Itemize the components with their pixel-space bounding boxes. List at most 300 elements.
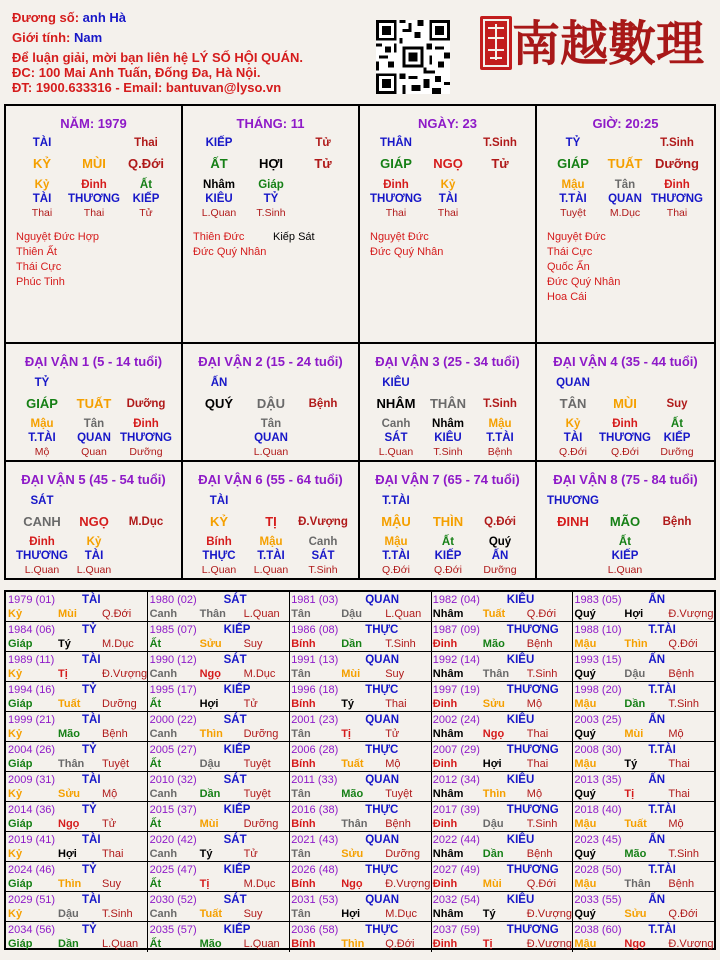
year-can: Mậu [574, 698, 597, 710]
year-phase: Tuyệt [243, 758, 271, 770]
year-label: 2033 (55) [574, 894, 622, 906]
year-phase: M.Dục [385, 908, 417, 920]
year-phase: T.Sinh [526, 668, 558, 680]
qr-code-icon [376, 20, 450, 94]
year-star: KIẾP [223, 744, 251, 756]
year-star: T.TÀI [648, 744, 676, 756]
year-label: 2024 (46) [8, 864, 56, 876]
year-label: 1994 (16) [8, 684, 56, 696]
year-label: 1980 (02) [149, 594, 197, 606]
year-chi: Thân [624, 878, 651, 890]
pillar-hidden-star-row [537, 192, 714, 208]
year-cell [572, 592, 714, 622]
year-cell [6, 862, 148, 892]
pillar-star: Thái Cực [547, 246, 593, 258]
luck-hidden-stem: Đinh [29, 536, 55, 548]
luck-hidden-star: KIÊU [434, 432, 462, 444]
pillar-title: NĂM: 1979 [60, 116, 127, 131]
year-star: QUAN [365, 774, 400, 786]
year-label: 2036 (58) [291, 924, 339, 936]
luck-hidden-phase-row [183, 564, 358, 580]
year-phase: Mộ [385, 758, 401, 770]
year-label: 2023 (45) [574, 834, 622, 846]
luck-hidden-phase: T.Sinh [308, 564, 338, 576]
luck-main-row [360, 396, 535, 412]
year-star: KIẾP [223, 924, 251, 936]
year-cell [572, 682, 714, 712]
year-phase: Đ.Vượng [526, 908, 572, 920]
year-chi: Ngọ [624, 938, 646, 950]
year-label: 1988 (10) [574, 624, 622, 636]
year-can: Canh [149, 908, 178, 920]
year-cell [6, 592, 148, 622]
year-cell [572, 892, 714, 922]
luck-cycle-8 [537, 462, 714, 578]
luck-star-row [537, 376, 714, 392]
pillar-title: THÁNG: 11 [236, 116, 305, 131]
year-phase: Mộ [526, 788, 543, 800]
year-star: ẤN [648, 654, 666, 666]
year-phase: Suy [102, 878, 121, 890]
year-can: Mậu [574, 818, 597, 830]
year-chi: Tý [58, 638, 71, 650]
luck-can: GIÁP [26, 396, 58, 411]
year-phase: Bệnh [102, 728, 128, 740]
year-can: Quý [574, 908, 596, 920]
year-chi: Sửu [199, 638, 222, 650]
luck-hidden-stem: Canh [308, 536, 338, 548]
luck-cycle-title: ĐẠI VẬN 7 (65 - 74 tuổi) [375, 472, 520, 487]
year-chi: Tuất [341, 758, 364, 770]
luck-cycle-1 [6, 344, 183, 462]
year-star: TỶ [82, 684, 97, 696]
luck-hidden-phase: Q.Đới [434, 564, 462, 576]
year-can: Đinh [432, 758, 458, 770]
year-chi: Dậu [58, 908, 79, 920]
phone-email-line: ĐT: 1900.633316 - Email: bantuvan@lyso.vn [12, 80, 282, 95]
svg-text:南越數理: 南越數理 [512, 16, 705, 72]
luck-hidden-phase: L.Quan [253, 446, 289, 458]
year-cell [148, 922, 290, 952]
pillar-main-row [537, 156, 714, 172]
pillar-3 [537, 106, 714, 344]
year-phase: Thai [385, 698, 407, 710]
year-star: THƯƠNG [506, 924, 559, 936]
year-star: KIÊU [506, 774, 535, 786]
year-star: TÀI [82, 714, 101, 726]
year-can: Ất [149, 638, 162, 650]
year-chi: Ngọ [341, 878, 363, 890]
year-star: KIÊU [506, 894, 535, 906]
luck-hidden-star: SÁT [384, 432, 408, 444]
year-label: 2003 (25) [574, 714, 622, 726]
year-chi: Thìn [341, 938, 365, 950]
year-can: Tân [291, 668, 311, 680]
year-phase: Mộ [102, 788, 118, 800]
year-phase: Dưỡng [243, 818, 279, 830]
luck-hidden-star-row [360, 431, 535, 447]
year-cell [6, 802, 148, 832]
year-chi: Hợi [482, 758, 502, 770]
year-star: T.TÀI [648, 624, 676, 636]
year-chi: Thìn [624, 638, 648, 650]
year-can: Đinh [432, 818, 458, 830]
year-chi: Dậu [482, 818, 504, 830]
year-can: Tân [291, 908, 311, 920]
gender-line [12, 30, 102, 46]
year-star: THỰC [365, 744, 399, 756]
year-star: T.TÀI [648, 864, 676, 876]
year-cell [148, 592, 290, 622]
year-chi: Mão [482, 638, 505, 650]
pillar-phase-row [537, 207, 714, 223]
year-cell [431, 802, 573, 832]
year-chi: Tị [199, 878, 210, 890]
luck-hidden-stem: Mậu [384, 536, 408, 548]
year-cell [431, 622, 573, 652]
luck-cycle-title: ĐẠI VẬN 6 (55 - 64 tuổi) [198, 472, 343, 487]
year-phase: Thai [668, 788, 690, 800]
year-cell [431, 652, 573, 682]
luck-hidden-star: THỰC [202, 550, 236, 562]
year-label: 1998 (20) [574, 684, 622, 696]
year-cell [6, 712, 148, 742]
year-phase: Bệnh [526, 848, 553, 860]
year-label: 1991 (13) [291, 654, 339, 666]
year-chi: Dần [58, 938, 79, 950]
luck-hidden-star: KIẾP [611, 550, 639, 562]
year-can: Quý [574, 608, 596, 620]
year-star: THỰC [365, 804, 399, 816]
year-phase: Bệnh [668, 878, 695, 890]
year-can: Mậu [574, 878, 597, 890]
luck-hidden-star: KIẾP [663, 432, 691, 444]
luck-cycle-title: ĐẠI VẬN 8 (75 - 84 tuổi) [553, 472, 698, 487]
year-can: Ất [149, 818, 162, 830]
pillar-hidden-stem: Giáp [258, 179, 284, 191]
year-cell [289, 832, 431, 862]
year-star: ẤN [648, 774, 666, 786]
pillar-hidden-star: T.TÀI [559, 193, 587, 205]
year-cell [572, 922, 714, 952]
luck-hidden-star: TÀI [84, 550, 104, 562]
pillar-main: NGỌ [433, 156, 463, 171]
pillar-hidden-stem: Kỷ [34, 179, 50, 191]
year-label: 2019 (41) [8, 834, 56, 846]
year-phase: Tử [102, 818, 117, 830]
year-chi: Mão [341, 788, 364, 800]
brand-calligraphy [512, 10, 708, 74]
pillar-star: Thái Cực [16, 261, 62, 273]
luck-hidden-phase: L.Quan [201, 564, 237, 576]
luck-chi: DẬU [256, 396, 286, 411]
year-phase: Q.Đới [526, 878, 557, 890]
year-label: 2022 (44) [432, 834, 480, 846]
pillar-hidden-star: KIÊU [205, 193, 233, 205]
year-cell [289, 742, 431, 772]
luck-hidden-phase-row [537, 446, 714, 462]
luck-cycle-7 [360, 462, 537, 578]
year-chi: Tị [482, 938, 493, 950]
pillar-star: Nguyệt Đức Hợp [16, 231, 100, 243]
luck-hidden-star-row [6, 549, 181, 565]
pillar-phase: Thai [31, 207, 53, 219]
luck-hidden-stem: Ất [670, 418, 684, 430]
luck-hidden-phase: Q.Đới [611, 446, 639, 458]
year-phase: M.Dục [243, 668, 276, 680]
year-chi: Tuất [624, 818, 647, 830]
year-chi: Dần [482, 848, 504, 860]
year-cell [148, 892, 290, 922]
pillar-hidden-star: TÀI [438, 193, 458, 205]
header [0, 0, 720, 100]
year-label: 2020 (42) [149, 834, 197, 846]
luck-hidden-stem: Nhâm [432, 418, 464, 430]
pillar-main: Tử [314, 156, 332, 171]
luck-main-row [537, 396, 714, 412]
pillar-main: GIÁP [380, 156, 412, 171]
year-star: T.TÀI [648, 684, 676, 696]
luck-phase: Dưỡng [126, 398, 166, 410]
year-cell [6, 742, 148, 772]
year-label: 2012 (34) [432, 774, 480, 786]
luck-hidden-stem: Tân [260, 418, 282, 430]
luck-hidden-phase: L.Quan [378, 446, 414, 458]
luck-chi: THÂN [429, 396, 467, 411]
luck-hidden-stem: Mậu [30, 418, 54, 430]
pillar-phase-row [6, 207, 181, 223]
luck-cycle-title: ĐẠI VẬN 5 (45 - 54 tuổi) [21, 472, 166, 487]
year-label: 1995 (17) [149, 684, 197, 696]
year-cell [148, 862, 290, 892]
year-phase: Suy [243, 908, 263, 920]
year-label: 2016 (38) [291, 804, 339, 816]
year-label: 2002 (24) [432, 714, 480, 726]
luck-star: ẤN [210, 377, 228, 389]
luck-cycle-title: ĐẠI VẬN 4 (35 - 44 tuổi) [553, 354, 698, 369]
year-cell [431, 862, 573, 892]
year-phase: Thai [102, 848, 124, 860]
year-can: Bính [291, 938, 316, 950]
year-star: KIẾP [223, 684, 251, 696]
year-cell [431, 742, 573, 772]
year-label: 2030 (52) [149, 894, 197, 906]
year-star: QUAN [365, 714, 400, 726]
luck-main-row [6, 396, 181, 412]
year-can: Đinh [432, 638, 458, 650]
year-label: 2001 (23) [291, 714, 339, 726]
luck-hidden-star: SÁT [311, 550, 335, 562]
year-cell [148, 712, 290, 742]
year-star: TỶ [82, 744, 97, 756]
year-chi: Mùi [199, 818, 219, 830]
luck-hidden-stem: Kỷ [86, 536, 102, 548]
luck-can: QUÝ [204, 396, 234, 411]
year-can: Đinh [432, 698, 458, 710]
year-label: 2015 (37) [149, 804, 197, 816]
year-chi: Mùi [58, 608, 77, 620]
year-label: 2017 (39) [432, 804, 480, 816]
year-star: THỰC [365, 864, 399, 876]
pillar-top-star-row [360, 136, 535, 152]
year-cell [572, 862, 714, 892]
year-cell [289, 622, 431, 652]
luck-hidden-stem: Bính [206, 536, 232, 548]
year-can: Ất [149, 878, 162, 890]
luck-hidden-star: THƯƠNG [120, 432, 172, 444]
year-label: 1984 (06) [8, 624, 56, 636]
luck-hidden-stem: Canh [381, 418, 411, 430]
pillar-phase: T.Sinh [256, 207, 286, 219]
luck-chi: MÙI [613, 396, 637, 411]
year-star: QUAN [365, 594, 400, 606]
year-star: SÁT [223, 654, 247, 666]
year-phase: Mộ [668, 818, 684, 830]
luck-hidden-phase: Mộ [34, 446, 50, 458]
year-can: Kỷ [8, 908, 23, 920]
year-cell [6, 682, 148, 712]
pillar-main: TUẤT [607, 156, 643, 171]
year-can: Nhâm [432, 908, 464, 920]
luck-phase: T.Sinh [483, 398, 517, 410]
year-can: Canh [149, 728, 178, 740]
year-can: Nhâm [432, 608, 464, 620]
year-chi: Ngọ [58, 818, 80, 830]
luck-hidden-star: T.TÀI [382, 550, 410, 562]
year-star: TÀI [82, 654, 101, 666]
luck-hidden-phase-row [183, 446, 358, 462]
year-can: Tân [291, 848, 311, 860]
gender-value: Nam [73, 30, 103, 45]
year-label: 1981 (03) [291, 594, 339, 606]
year-phase: T.Sinh [668, 698, 699, 710]
luck-star: QUAN [556, 377, 590, 389]
brand-logo [478, 10, 708, 74]
year-label: 2038 (60) [574, 924, 622, 936]
pillar-phase-row [360, 207, 535, 223]
contact-line: Để luận giải, mời bạn liên hệ LÝ SỐ HỘI QUÁN. [12, 50, 303, 65]
year-phase: Bệnh [385, 818, 411, 830]
luck-hidden-phase: Bệnh [487, 446, 513, 458]
year-label: 2035 (57) [149, 924, 197, 936]
luck-hidden-phase: T.Sinh [433, 446, 463, 458]
luck-hidden-stem: Mậu [259, 536, 283, 548]
year-cell [289, 592, 431, 622]
year-phase: Q.Đới [385, 938, 415, 950]
year-star: ẤN [648, 834, 666, 846]
year-chi: Thân [482, 668, 510, 680]
luck-star: TỶ [34, 377, 50, 389]
year-chi: Hợi [624, 608, 644, 620]
year-chi: Mùi [341, 668, 361, 680]
year-star: TÀI [82, 594, 101, 606]
year-label: 1989 (11) [8, 654, 55, 666]
year-can: Tân [291, 608, 311, 620]
year-label: 2032 (54) [432, 894, 480, 906]
pillar-phase: Thai [437, 207, 459, 219]
year-cell [289, 712, 431, 742]
year-star: KIÊU [506, 654, 535, 666]
luck-hidden-stem: Đinh [133, 418, 159, 430]
year-star: THƯƠNG [506, 684, 559, 696]
year-chi: Mùi [624, 728, 644, 740]
luck-hidden-star-row [360, 549, 535, 565]
luck-chi: NGỌ [79, 514, 109, 529]
year-chi: Sửu [341, 848, 364, 860]
year-can: Ất [149, 698, 162, 710]
year-label: 2006 (28) [291, 744, 339, 756]
year-label: 2034 (56) [8, 924, 56, 936]
luck-can: ĐINH [557, 514, 589, 529]
year-cell [289, 922, 431, 952]
year-cell [431, 922, 573, 952]
luck-hidden-star: THƯƠNG [599, 432, 651, 444]
year-cell [289, 802, 431, 832]
year-cell [148, 742, 290, 772]
year-chi: Thìn [58, 878, 82, 890]
pillar-main: ẤT [210, 156, 228, 171]
year-star: THỰC [365, 924, 399, 936]
year-chi: Dậu [341, 608, 362, 620]
year-phase: L.Quan [385, 608, 422, 620]
luck-phase: Đ.Vượng [298, 516, 348, 528]
pillar-star: Đức Quý Nhân [370, 246, 444, 258]
year-cell [431, 592, 573, 622]
year-star: ẤN [648, 714, 666, 726]
luck-hidden-phase: Q.Đới [382, 564, 410, 576]
luck-hidden-phase: Quan [81, 446, 107, 458]
luck-can: KỶ [209, 514, 229, 529]
year-chi: Dậu [624, 668, 646, 680]
year-star: KIÊU [506, 714, 535, 726]
year-phase: T.Sinh [385, 638, 416, 650]
year-phase: Tuyệt [102, 758, 130, 770]
year-cell [572, 802, 714, 832]
year-label: 1982 (04) [432, 594, 480, 606]
year-chi: Tị [624, 788, 635, 800]
year-phase: Đ.Vượng [102, 668, 148, 680]
year-phase: Bệnh [526, 638, 553, 650]
luck-cycle-5 [6, 462, 183, 578]
luck-hidden-star: THƯƠNG [16, 550, 68, 562]
year-phase: T.Sinh [668, 848, 699, 860]
year-chi: Mão [624, 848, 647, 860]
year-star: SÁT [223, 774, 247, 786]
year-star: THƯƠNG [506, 864, 559, 876]
pillar-main: Tử [491, 156, 509, 171]
luck-hidden-stem: Ất [441, 536, 455, 548]
year-cell [6, 622, 148, 652]
year-phase: Đ.Vượng [668, 608, 714, 620]
pillar-phase: Thai [666, 207, 688, 219]
year-can: Canh [149, 788, 178, 800]
year-label: 2031 (53) [291, 894, 339, 906]
year-label: 1997 (19) [432, 684, 480, 696]
year-chi: Ngọ [199, 668, 221, 680]
year-can: Mậu [574, 638, 597, 650]
year-label: 1990 (12) [149, 654, 197, 666]
year-can: Ất [149, 938, 162, 950]
pillar-top-star: THÂN [380, 137, 412, 149]
luck-hidden-star-row [537, 549, 714, 565]
pillar-phase: Thai [385, 207, 407, 219]
year-chi: Hợi [341, 908, 361, 920]
luck-hidden-phase: L.Quan [24, 564, 60, 576]
year-chi: Sửu [58, 788, 81, 800]
year-cell [572, 712, 714, 742]
year-cell [6, 892, 148, 922]
year-phase: Dưỡng [385, 848, 420, 860]
